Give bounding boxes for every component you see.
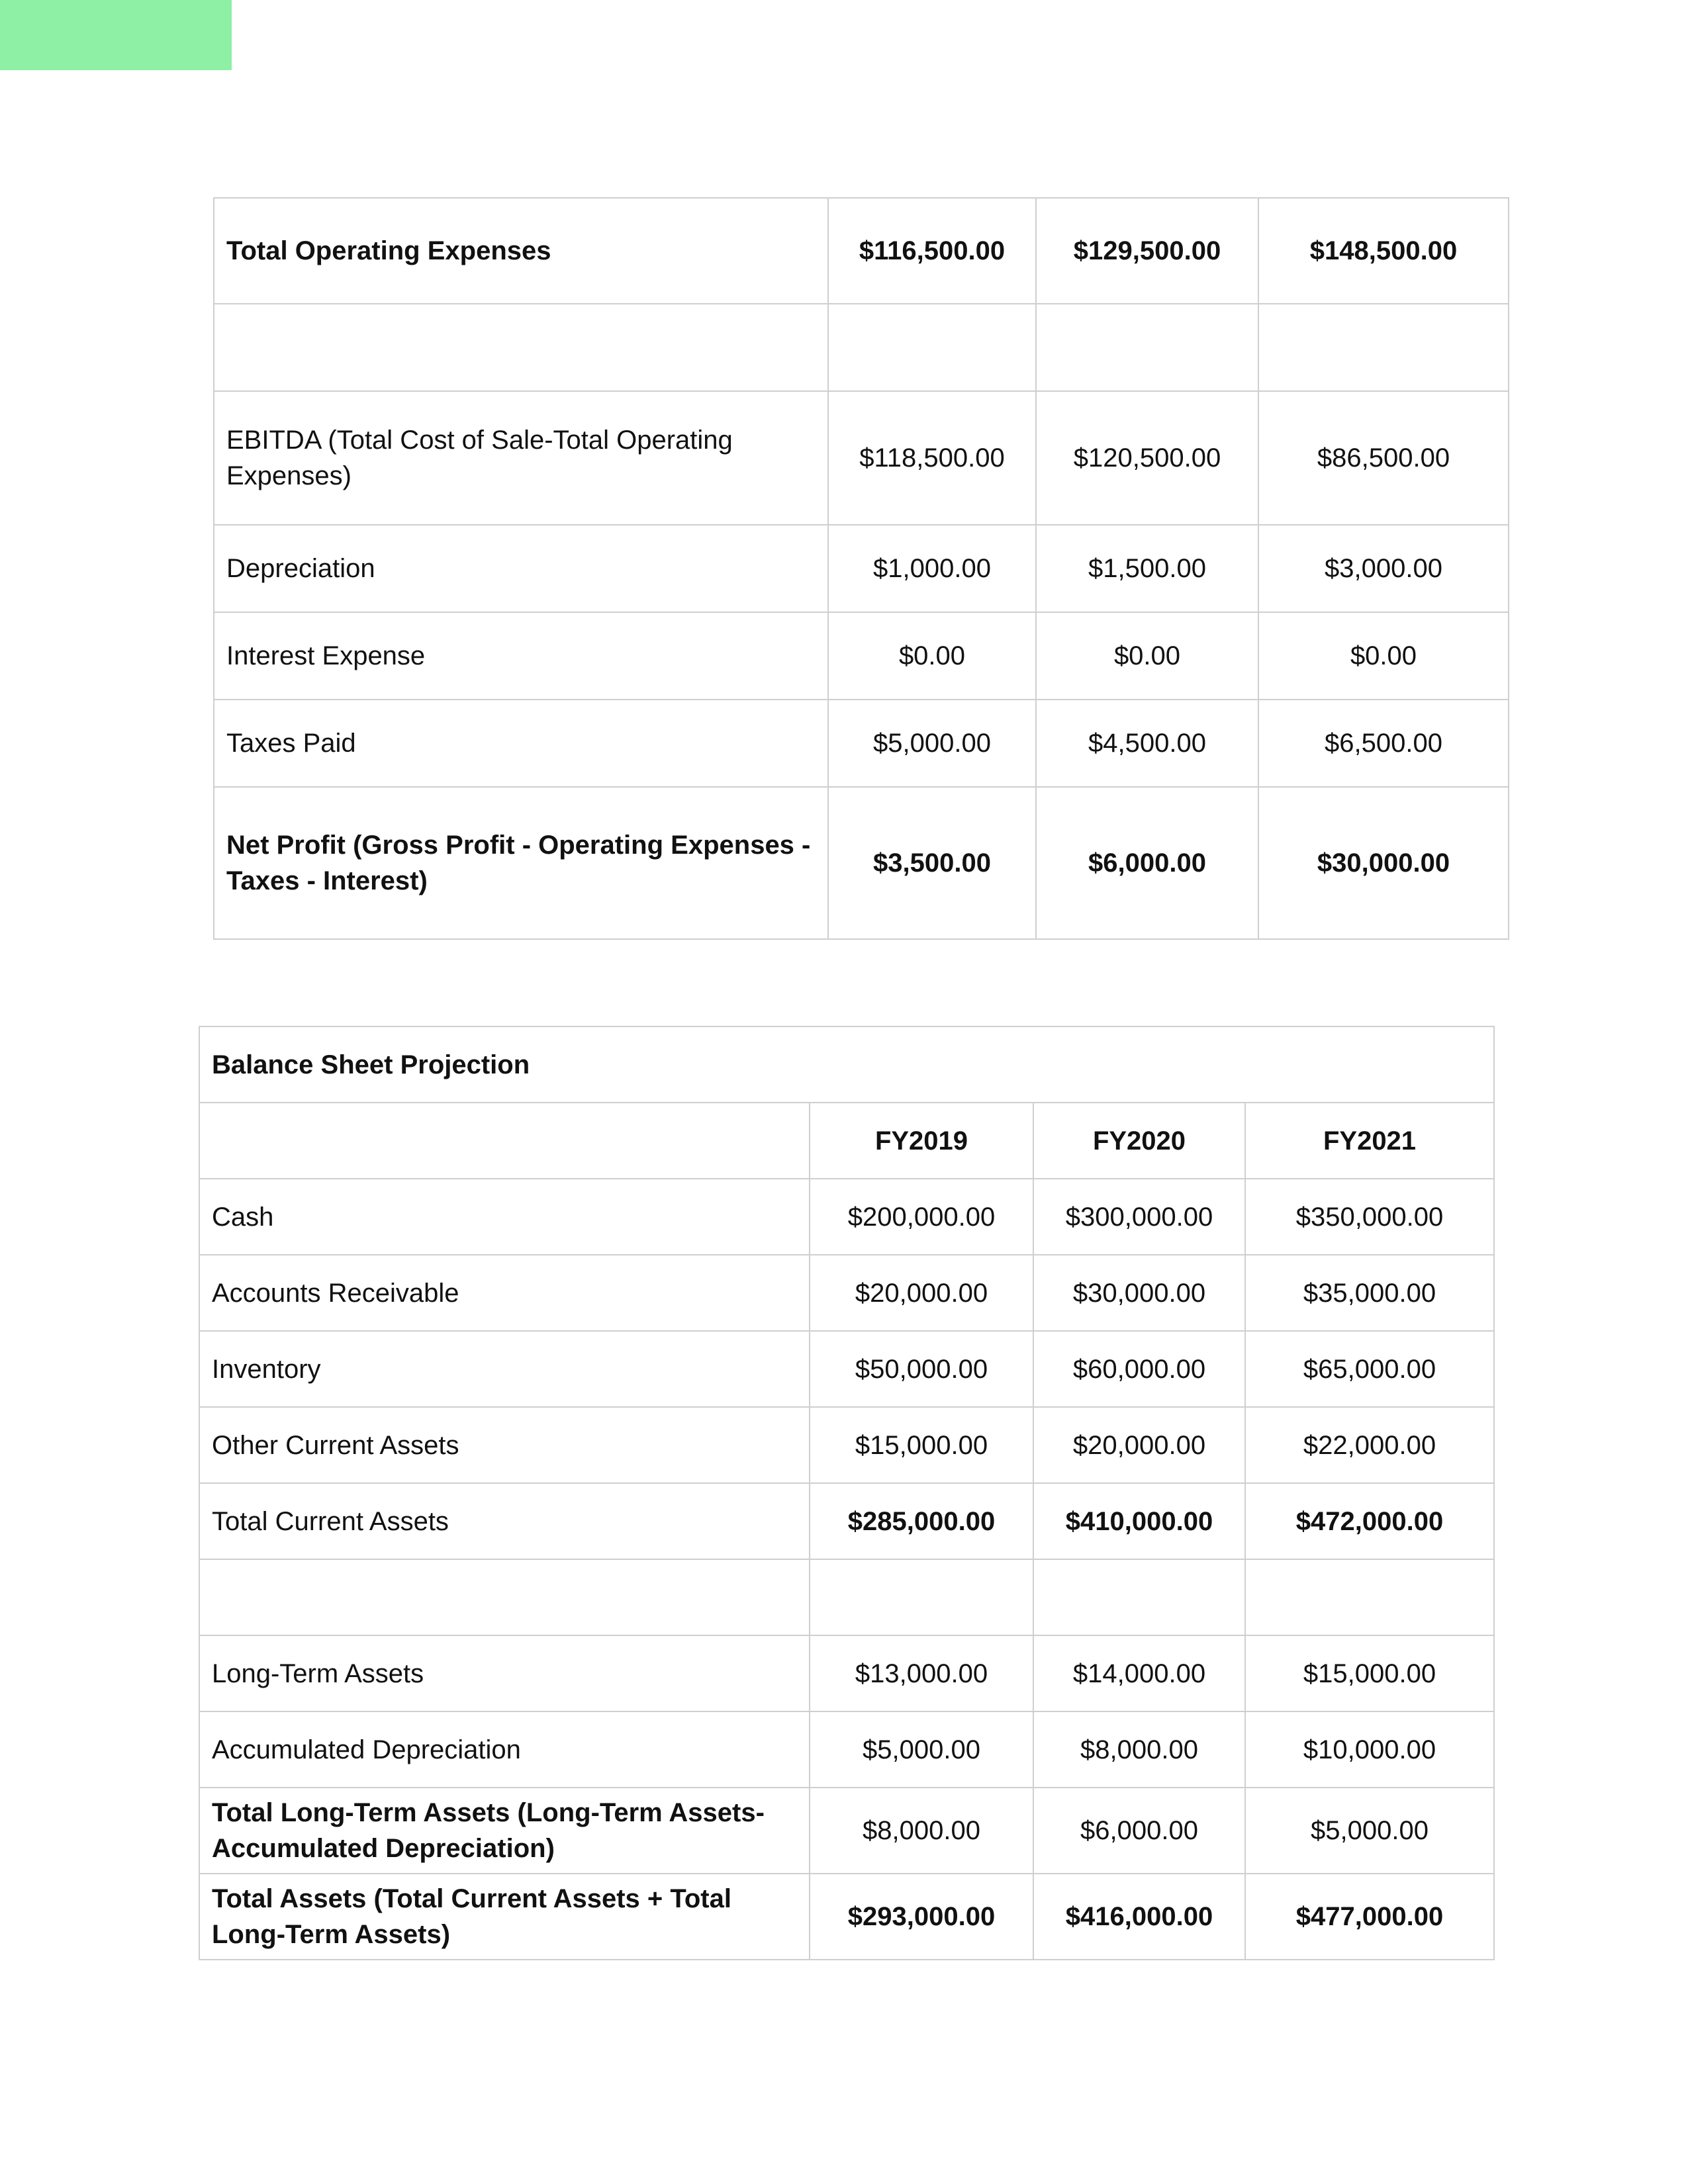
row-label: Total Long-Term Assets (Long-Term Assets-Accumulated Depreciation)	[199, 1788, 810, 1874]
value-cell	[1258, 304, 1509, 391]
value-cell	[828, 304, 1036, 391]
value-cell: $1,500.00	[1036, 525, 1258, 612]
value-cell: $200,000.00	[810, 1179, 1033, 1255]
table-row-taxes-paid	[214, 700, 1509, 787]
value-cell: $6,000.00	[1036, 787, 1258, 939]
value-cell: $350,000.00	[1245, 1179, 1494, 1255]
value-cell: $30,000.00	[1258, 787, 1509, 939]
value-cell: $116,500.00	[828, 198, 1036, 304]
value-cell: $129,500.00	[1036, 198, 1258, 304]
balance-sheet-title-row	[199, 1026, 1494, 1103]
value-cell: $35,000.00	[1245, 1255, 1494, 1331]
row-label: Interest Expense	[214, 612, 828, 700]
row-label	[214, 304, 828, 391]
balance-sheet-table	[199, 1026, 1495, 1960]
value-cell: $148,500.00	[1258, 198, 1509, 304]
table-row-total-long-term-assets	[199, 1788, 1494, 1874]
table-row-accounts-receivable	[199, 1255, 1494, 1331]
table-row-total-assets	[199, 1874, 1494, 1960]
value-cell: $13,000.00	[810, 1635, 1033, 1711]
value-cell: $60,000.00	[1033, 1331, 1245, 1407]
value-cell: $118,500.00	[828, 391, 1036, 525]
value-cell	[810, 1559, 1033, 1635]
value-cell: $1,000.00	[828, 525, 1036, 612]
table-row-depreciation	[214, 525, 1509, 612]
column-header	[199, 1103, 810, 1179]
value-cell: $30,000.00	[1033, 1255, 1245, 1331]
row-label: Total Current Assets	[199, 1483, 810, 1559]
value-cell: $50,000.00	[810, 1331, 1033, 1407]
column-header-fy2021: FY2021	[1245, 1103, 1494, 1179]
row-label: Other Current Assets	[199, 1407, 810, 1483]
value-cell: $8,000.00	[1033, 1711, 1245, 1788]
value-cell: $10,000.00	[1245, 1711, 1494, 1788]
row-label: Accumulated Depreciation	[199, 1711, 810, 1788]
row-label: Total Operating Expenses	[214, 198, 828, 304]
value-cell: $14,000.00	[1033, 1635, 1245, 1711]
row-label: Taxes Paid	[214, 700, 828, 787]
row-label	[199, 1559, 810, 1635]
table-row-empty	[214, 304, 1509, 391]
row-label: Inventory	[199, 1331, 810, 1407]
value-cell: $6,500.00	[1258, 700, 1509, 787]
value-cell: $3,500.00	[828, 787, 1036, 939]
table-row-interest-expense	[214, 612, 1509, 700]
value-cell: $15,000.00	[1245, 1635, 1494, 1711]
table-row-cash	[199, 1179, 1494, 1255]
row-label: Long-Term Assets	[199, 1635, 810, 1711]
value-cell: $5,000.00	[810, 1711, 1033, 1788]
value-cell: $120,500.00	[1036, 391, 1258, 525]
table-row-long-term-assets	[199, 1635, 1494, 1711]
value-cell: $4,500.00	[1036, 700, 1258, 787]
value-cell: $0.00	[1258, 612, 1509, 700]
table-row-accumulated-depreciation	[199, 1711, 1494, 1788]
value-cell: $8,000.00	[810, 1788, 1033, 1874]
value-cell: $477,000.00	[1245, 1874, 1494, 1960]
value-cell: $5,000.00	[828, 700, 1036, 787]
value-cell: $293,000.00	[810, 1874, 1033, 1960]
row-label: Cash	[199, 1179, 810, 1255]
value-cell: $3,000.00	[1258, 525, 1509, 612]
value-cell: $20,000.00	[1033, 1407, 1245, 1483]
value-cell: $20,000.00	[810, 1255, 1033, 1331]
column-header-fy2019: FY2019	[810, 1103, 1033, 1179]
value-cell	[1033, 1559, 1245, 1635]
value-cell: $300,000.00	[1033, 1179, 1245, 1255]
value-cell: $22,000.00	[1245, 1407, 1494, 1483]
value-cell: $410,000.00	[1033, 1483, 1245, 1559]
value-cell: $6,000.00	[1033, 1788, 1245, 1874]
row-label: Depreciation	[214, 525, 828, 612]
table-row-net-profit	[214, 787, 1509, 939]
value-cell	[1245, 1559, 1494, 1635]
value-cell: $86,500.00	[1258, 391, 1509, 525]
row-label: Accounts Receivable	[199, 1255, 810, 1331]
value-cell: $65,000.00	[1245, 1331, 1494, 1407]
value-cell: $472,000.00	[1245, 1483, 1494, 1559]
value-cell: $5,000.00	[1245, 1788, 1494, 1874]
table-row-ebitda	[214, 391, 1509, 525]
column-header-fy2020: FY2020	[1033, 1103, 1245, 1179]
value-cell: $416,000.00	[1033, 1874, 1245, 1960]
value-cell: $285,000.00	[810, 1483, 1033, 1559]
row-label: Total Assets (Total Current Assets + Total Long-Term Assets)	[199, 1874, 810, 1960]
table-row-total-operating-expenses	[214, 198, 1509, 304]
value-cell: $15,000.00	[810, 1407, 1033, 1483]
balance-sheet-header-row	[199, 1103, 1494, 1179]
row-label: EBITDA (Total Cost of Sale-Total Operating Expenses)	[214, 391, 828, 525]
table-row-inventory	[199, 1331, 1494, 1407]
value-cell: $0.00	[828, 612, 1036, 700]
table-row-empty	[199, 1559, 1494, 1635]
row-label: Net Profit (Gross Profit - Operating Expenses - Taxes - Interest)	[214, 787, 828, 939]
table-row-total-current-assets	[199, 1483, 1494, 1559]
balance-sheet-title: Balance Sheet Projection	[199, 1026, 1494, 1103]
value-cell	[1036, 304, 1258, 391]
income-statement-table	[213, 197, 1509, 940]
corner-tab-decoration	[0, 0, 232, 70]
value-cell: $0.00	[1036, 612, 1258, 700]
table-row-other-current-assets	[199, 1407, 1494, 1483]
